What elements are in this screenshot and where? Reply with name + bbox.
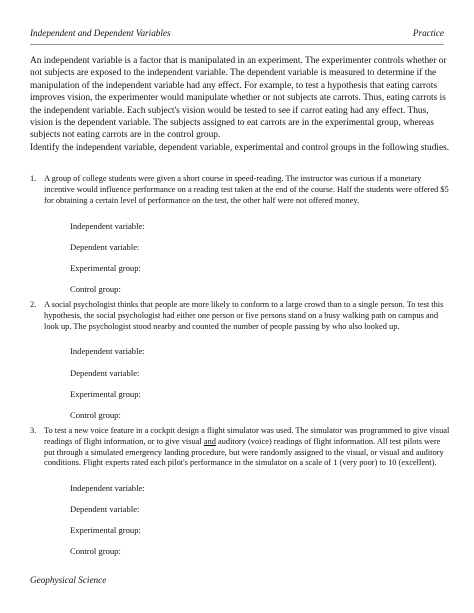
q3-control-label: Control group: (70, 546, 121, 556)
question-3 (30, 426, 450, 469)
q3-dependent-label: Dependent variable: (70, 504, 140, 514)
question-text-part: To test a new voice feature in a cockpit design a flight simulator was used. The simulator was programmed to give visual readings of flight information, or to give visual (44, 426, 450, 446)
q3-experimental-label: Experimental group: (70, 525, 141, 535)
question-number: 1. (30, 174, 37, 183)
question-number: 3. (30, 426, 37, 435)
intro-section (30, 55, 450, 154)
q2-dependent-label: Dependent variable: (70, 368, 140, 378)
q1-experimental-label: Experimental group: (70, 263, 141, 273)
header-label: Practice (412, 28, 444, 38)
page-footer: Geophysical Science (30, 575, 107, 585)
q2-experimental-label: Experimental group: (70, 389, 141, 399)
header-divider (30, 44, 444, 45)
question-text-part: auditory (voice) readings of flight information. All test pilots were put through a simulated emergency landing procedure, but were randomly assigned to the visual, or visual and auditory conditions. Flight experts rated each pilot's performance in the simulator on a scale of 1 (very poor) to 10 (excellent). (44, 436, 444, 468)
question-text: A social psychologist thinks that people are more likely to conform to a large crowd than to a single person. To test this hypothesis, the social psychologist had either one person or five persons stand on a busy walking path on campus and look up. The psychologist stood nearby and counted the number of people passing by who also looked up. (44, 300, 444, 331)
question-text: A group of college students were given a short course in speed-reading. The instructor was curious if a monetary incentive would influence performance on a reading test taken at the end of the course. Half the students were offered $5 for obtaining a certain level of performance on the test, the other half were not offered money. (44, 174, 449, 205)
q1-independent-label: Independent variable: (70, 221, 145, 231)
q1-dependent-label: Dependent variable: (70, 242, 140, 252)
question-2 (30, 300, 450, 332)
q3-independent-label: Independent variable: (70, 483, 145, 493)
underlined-word: and (203, 436, 216, 446)
question-1 (30, 174, 450, 206)
question-number: 2. (30, 300, 37, 309)
intro-instruction: Identify the independent variable, dependent variable, experimental and control groups in the following studies. (30, 142, 450, 153)
q2-independent-label: Independent variable: (70, 346, 145, 356)
q1-control-label: Control group: (70, 284, 121, 294)
question-text (44, 426, 450, 469)
header-title: Independent and Dependent Variables (30, 28, 171, 38)
q2-control-label: Control group: (70, 410, 121, 420)
intro-definition: An independent variable is a factor that is manipulated in an experiment. The experimenter controls whether or not subjects are exposed to the independent variable. The dependent variable is measured to determine if the manipulation of the independent variable had any effect. For example, to test a hypothesis that eating carrots improves vision, the experimenter would manipulate whether or not subjects ate carrots. Thus, eating carrots is the independent variable. Each subject's vision would be tested to see if carrot eating had any effect. Thus, vision is the dependent variable. The subjects assigned to eat carrots are in the experimental group, whereas subjects not eating carrots are in the control group. (30, 56, 447, 141)
page-header (30, 28, 444, 38)
